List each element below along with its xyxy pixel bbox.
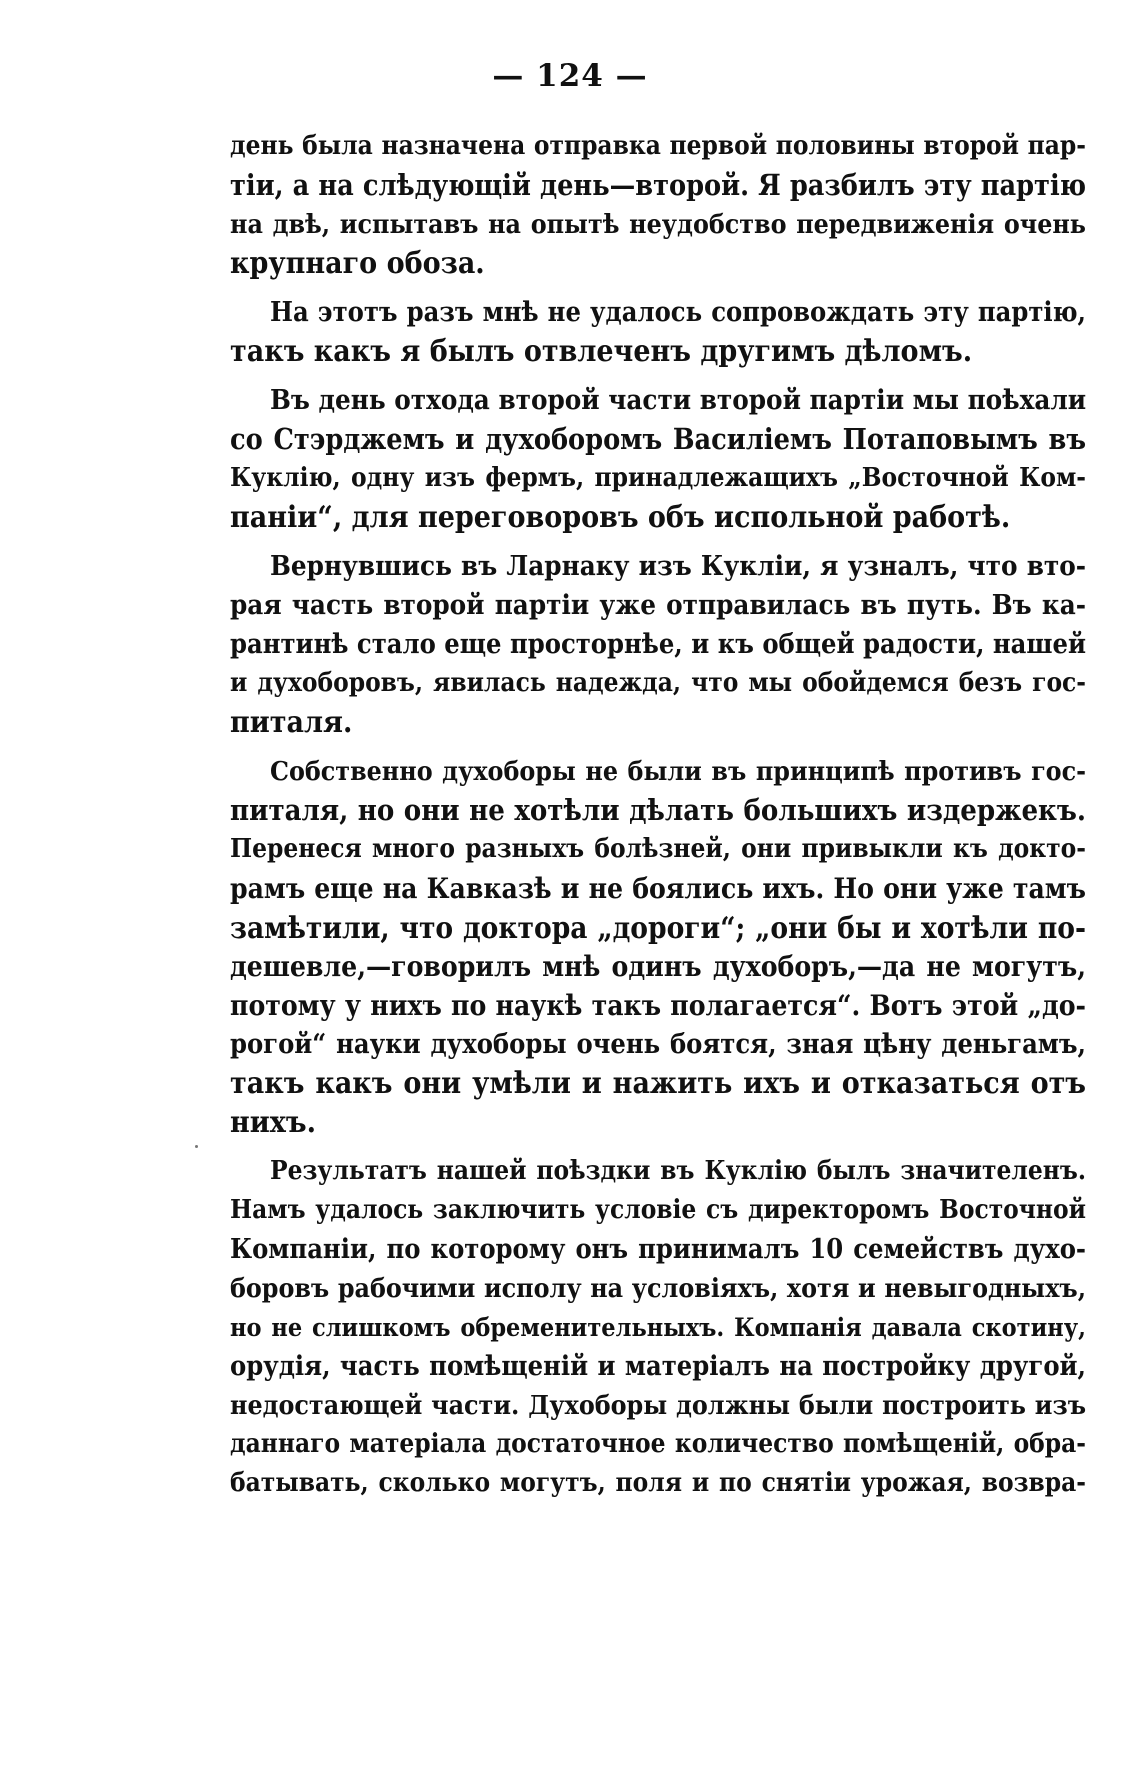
text-line: недостающей части. Духоборы должны были построить изъ [230,1390,1086,1421]
text-line: рогой“ науки духоборы очень боятся, зная цѣну деньгамъ, [230,1029,1086,1060]
paragraph-6 [230,1152,1086,1503]
print-speck [195,1145,198,1148]
page-number: — 124 — [492,58,648,94]
text-line: крупнаго обоза. [230,246,485,281]
text-line: тіи, а на слѣдующій день—второй. Я разбилъ эту партію [230,168,1086,202]
text-line: питаля, но они не хотѣли дѣлать большихъ издержекъ. [230,793,1086,827]
paragraph-5 [230,752,1086,1142]
text-line: и духоборовъ, явилась надежда, что мы обойдемся безъ гос- [230,668,1086,698]
text-line: со Стэрджемъ и духоборомъ Василіемъ Потаповымъ въ [230,422,1086,456]
text-line: На этотъ разъ мнѣ не удалось сопровождать эту партію, [270,297,1086,328]
text-line: нихъ. [230,1105,316,1140]
text-line: питаля. [230,705,353,740]
text-line: Результатъ нашей поѣздки въ Куклію былъ значителенъ. [270,1156,1086,1186]
text-line: Вернувшись въ Ларнаку изъ Кукліи, я узналъ, что вто- [270,550,1086,582]
paragraph-2 [230,293,1086,371]
text-line: потому у нихъ по наукѣ такъ полагается“. Вотъ этой „до- [230,989,1086,1022]
text-line: Компаніи, по которому онъ принималъ 10 семействъ духо- [230,1234,1086,1265]
text-line: дешевле,—говорилъ мнѣ одинъ духоборъ,—да не могутъ, [230,950,1086,983]
text-line: боровъ рабочими исполу на условіяхъ, хотя и невыгодныхъ, [230,1273,1086,1304]
text-line: орудія, часть помѣщеній и матеріалъ на постройку другой, [230,1351,1086,1382]
text-line: такъ какъ они умѣли и нажить ихъ и отказаться отъ [230,1066,1086,1101]
text-line: Собственно духоборы не были въ принципѣ противъ гос- [270,756,1086,787]
text-line: Намъ удалось заключить условіе съ директоромъ Восточной [230,1195,1086,1225]
text-line: даннаго матеріала достаточное количество помѣщеній, обра- [230,1429,1086,1459]
text-line: Перенеся много разныхъ болѣзней, они привыкли къ докто- [230,834,1086,864]
text-line: замѣтили, что доктора „дороги“; „они бы и хотѣли по- [230,910,1086,945]
paragraph-4 [230,547,1086,742]
text-line: Въ день отхода второй части второй партіи мы поѣхали [270,384,1086,416]
paragraph-1 [230,127,1086,283]
body-text [230,127,1086,1513]
text-line: рамъ еще на Кавказѣ и не боялись ихъ. Но они уже тамъ [230,872,1086,905]
text-line: Куклію, одну изъ фермъ, принадлежащихъ „Восточной Ком- [230,463,1086,493]
text-line: но не слишкомъ обременительныхъ. Компанія давала скотину, [230,1313,1086,1342]
text-line: рантинѣ стало еще просторнѣе, и къ общей радости, нашей [230,629,1086,660]
text-line: рая часть второй партіи уже отправилась въ путь. Въ ка- [230,589,1086,621]
text-line: на двѣ, испытавъ на опытѣ неудобство передвиженія очень [230,209,1086,240]
text-line: паніи“, для переговоровъ объ испольной работѣ. [230,500,1011,535]
text-line: день была назначена отправка первой половины второй пар- [230,131,1086,161]
text-line: батывать, сколько могутъ, поля и по снятіи урожая, возвра- [230,1468,1086,1498]
paragraph-3 [230,381,1086,537]
text-line: такъ какъ я былъ отвлеченъ другимъ дѣломъ. [230,334,973,369]
